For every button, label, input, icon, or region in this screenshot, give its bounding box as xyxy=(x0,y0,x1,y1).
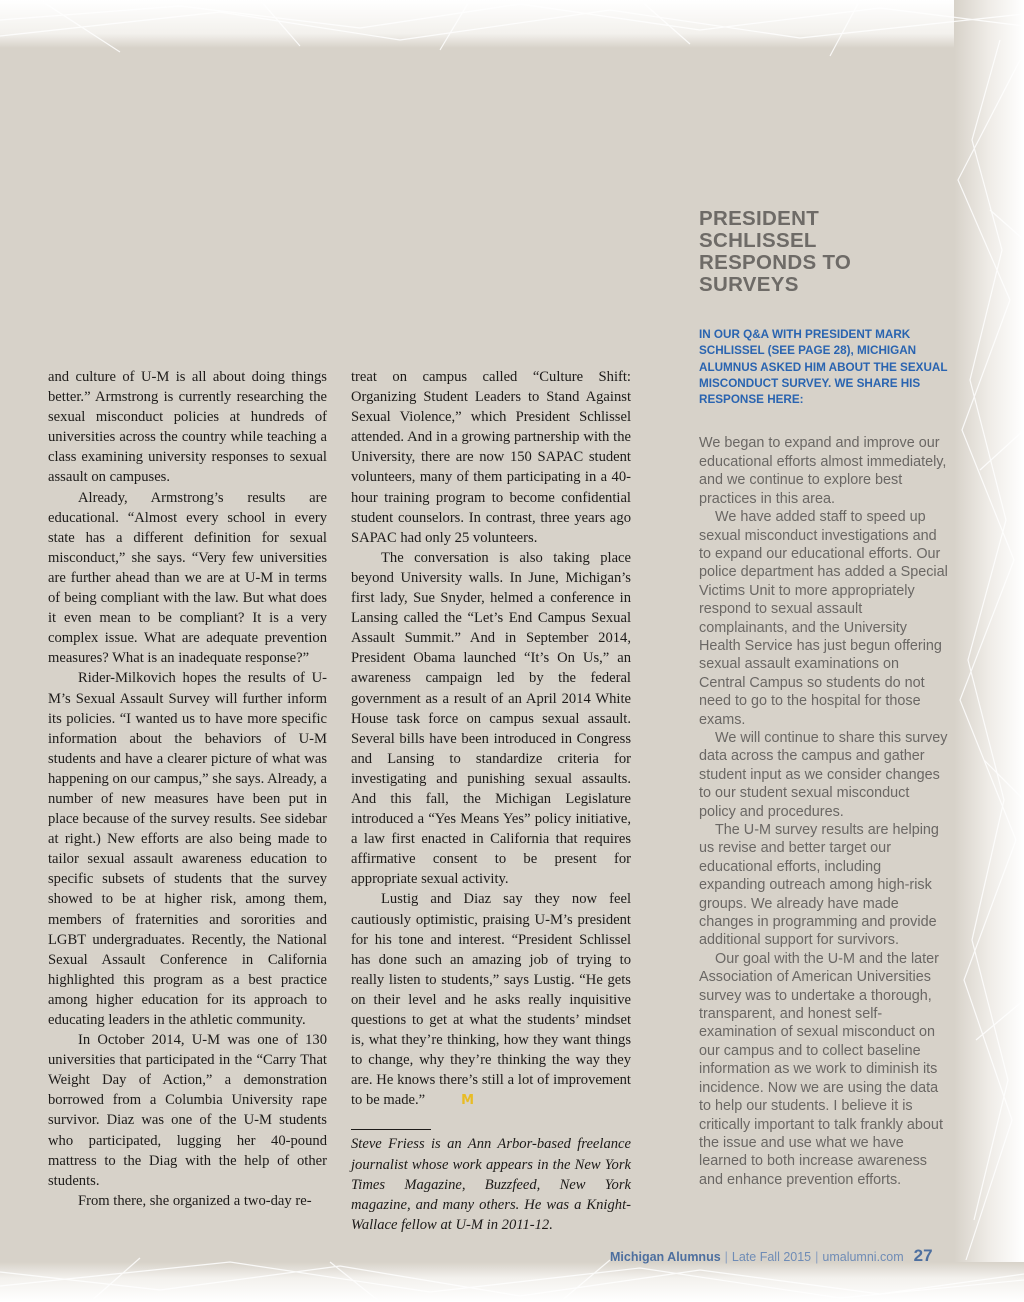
article-paragraph: From there, she organized a two-day re- xyxy=(78,1192,312,1209)
article-column-2 xyxy=(351,367,631,1235)
block-m-end-mark-icon: M xyxy=(461,1093,475,1109)
page-footer xyxy=(610,1246,933,1266)
footer-issue: Late Fall 2015 xyxy=(731,1250,812,1264)
author-bio: Steve Friess is an Ann Arbor-based freelance journalist whose work appears in the New York Times Magazine, Buzzfeed, New York magazine, and many others. He was a Knight-Wallace fellow at U-M in 2011-12. xyxy=(351,1136,631,1233)
article-paragraph: In October 2014, U-M was one of 130 universities that participated in the “Carry That Weight Day of Action,” a demonstration borrowed from a Columbia University rape survivor. Diaz was one of the U-M students who participated, lugging her 40-pound mattress to the Diag with the help of other students. xyxy=(48,1032,327,1189)
article-paragraph xyxy=(351,889,631,1111)
sidebar-body xyxy=(699,434,949,1189)
article-paragraph: Already, Armstrong’s results are educational. “Almost every school in every state has a different definition for sexual misconduct,” she says. “Very few universities are further ahead than we are at U-M in terms of being compliant with the law. But what does it even mean to be compliant? It is a very complex issue. What are adequate prevention measures? What is an inadequate response?” xyxy=(48,489,327,667)
footer-separator: | xyxy=(724,1250,728,1264)
sidebar-paragraph: We have added staff to speed up sexual misconduct investigations and to expand our educational efforts. Our police department has added a Special Victims Unit to more appropriately respond to sexual assault complainants, and the University Health Service has just begun offering sexual assault examinations on Central Campus so students do not need to go to the hospital for those exams. xyxy=(699,509,948,728)
bio-divider xyxy=(351,1129,431,1130)
footer-website: umalumni.com xyxy=(822,1250,904,1264)
article-paragraph: treat on campus called “Culture Shift: Organizing Student Leaders to Stand Against Sexual Violence,” which President Schlissel attended. And in a growing partnership with the University, there are now 150 SAPAC student volunteers, many of them participating in a 40-hour training program to become confidential student counselors. In contrast, three years ago SAPAC had only 25 volunteers. xyxy=(351,369,631,546)
footer-publication: Michigan Alumnus xyxy=(610,1250,721,1264)
sidebar-paragraph: The U-M survey results are helping us revise and better target our educational efforts, including expanding outreach among high-risk groups. We already have made changes in programming and provide additional support for survivors. xyxy=(699,822,939,949)
sidebar-title: PRESIDENT SCHLISSEL RESPONDS TO SURVEYS xyxy=(699,207,852,296)
sidebar-paragraph: We began to expand and improve our educational efforts almost immediately, and we continue to explore best practices in this area. xyxy=(699,435,947,507)
sidebar-box xyxy=(699,208,949,1189)
sidebar-paragraph: We will continue to share this survey data across the campus and gather student input as we consider changes to our student sexual misconduct policy and procedures. xyxy=(699,729,948,820)
article-paragraph: The conversation is also taking place beyond University walls. In June, Michigan’s first lady, Sue Snyder, helmed a conference in Lansing called the “Let’s End Campus Sexual Assault Summit.” And in September 2014, President Obama launched “It’s On Us,” an awareness campaign led by the federal government as a result of an April 2014 White House task force on campus sexual assault. Several bills have been introduced in Congress and Lansing to standardize criteria for investigating and punishing sexual assaults. And this fall, the Michigan Legislature introduced a “Yes Means Yes” policy initiative, a law first enacted in California that requires affirmative consent to be present for appropriate sexual activity. xyxy=(351,549,631,888)
sidebar-paragraph: Our goal with the U-M and the later Association of American Universities survey was to undertake a thorough, transparent, and honest self-examination of sexual misconduct on our campus and to collect baseline information as we work to diminish its incidence. Now we are using the data to help our students. I believe it is critically important to talk frankly about the issue and use what we have learned to both increase awareness and enhance prevention efforts. xyxy=(699,950,943,1188)
article-paragraph: Rider-Milkovich hopes the results of U-M’s Sexual Assault Survey will further inform its policies. “I wanted us to have more specific information about the behaviors of U-M students and have a clearer picture of what was happening on our campus,” she says. Already, a number of new measures have been put in place because of the survey results. See sidebar at right.) New efforts are also being made to tailor sexual assault awareness education to specific subsets of students that the survey showed to be at higher risk, among them, members of fraternities and sororities and LGBT undergraduates. Recently, the National Sexual Assault Conference in California highlighted this program as a best practice among higher education for its approach to educating leaders in the athletic community. xyxy=(48,670,327,1028)
footer-separator: | xyxy=(815,1250,819,1264)
sidebar-lead: IN OUR Q&A WITH PRESIDENT MARK SCHLISSEL (SEE PAGE 28), MICHIGAN ALUMNUS ASKED HIM ABOUT THE SEXUAL MISCONDUCT SURVEY. WE SHARE HIS RESPONSE HERE: xyxy=(699,328,948,407)
article-paragraph-text: Lustig and Diaz say they now feel cautiously optimistic, praising U-M’s president for his tone and interest. “President Schlissel has done such an amazing job of trying to really listen to students,” says Lustig. “He gets on their level and he asks really inquisitive questions to get at what the students’ mindset is, what they’re thinking, how they want things to change, why they’re thinking the way they are. He knows there’s still a lot of improvement to be made.” xyxy=(351,891,631,1109)
article-column-1 xyxy=(48,367,327,1211)
article-paragraph: and culture of U-M is all about doing things better.” Armstrong is currently researching the sexual misconduct policies at hundreds of universities across the country while teaching a class examining university responses to sexual assault on campuses. xyxy=(48,369,327,486)
page-number: 27 xyxy=(913,1246,933,1265)
